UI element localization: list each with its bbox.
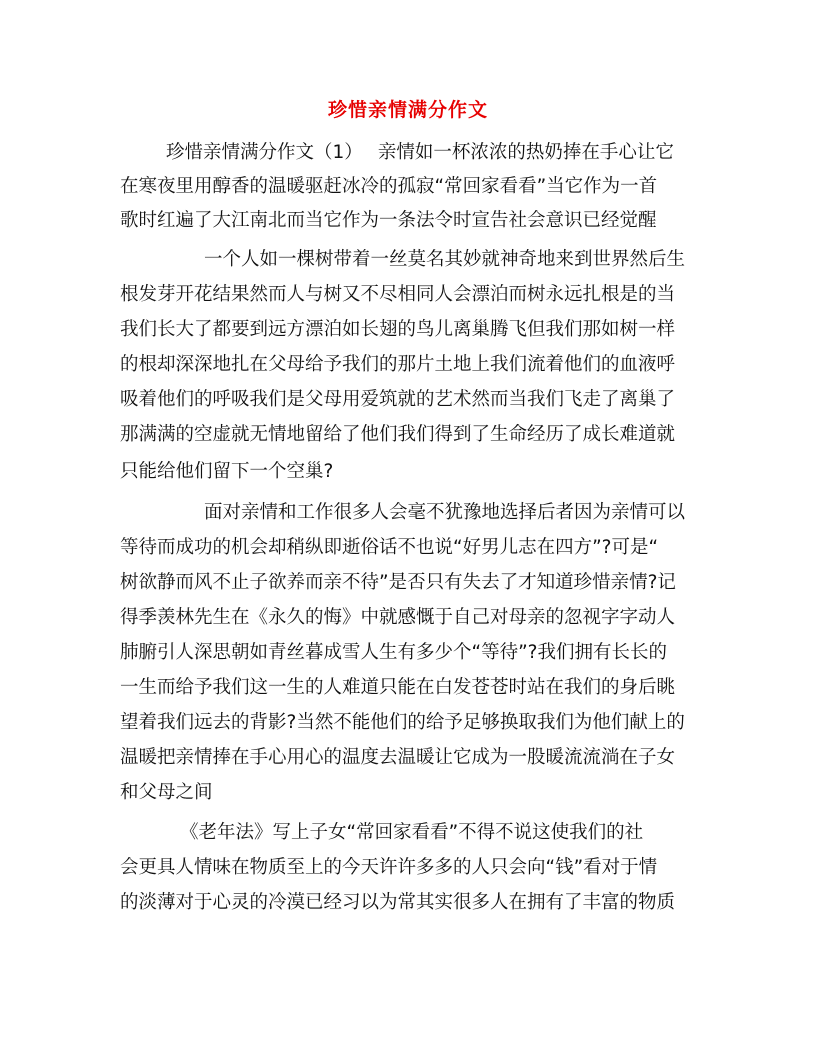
text-line: 歌时红遍了大江南北而当它作为一条法令时宣告社会意识已经觉醒 xyxy=(120,210,657,231)
text-line: 我们长大了都要到远方漂泊如长翅的鸟儿离巢腾飞但我们那如树一样 xyxy=(120,319,676,340)
text-line: 只能给他们留下一个空巢? xyxy=(120,461,334,482)
text-line: 一生而给予我们这一生的人难道只能在白发苍苍时站在我们的身后眺 xyxy=(120,677,676,698)
text-line: 一个人如一棵树带着一丝莫名其妙就神奇地来到世界然后生 xyxy=(204,249,686,270)
text-line: 吸着他们的呼吸我们是父母用爱筑就的艺术然而当我们飞走了离巢了 xyxy=(120,389,676,410)
text-line: 等待而成功的机会却稍纵即逝俗话不也说“好男儿志在四方”?可是“ xyxy=(120,537,659,558)
text-line: 温暖把亲情捧在手心用心的温度去温暖让它成为一股暖流流淌在子女 xyxy=(120,747,676,768)
text-line: 得季羡林先生在《永久的悔》中就感慨于自己对母亲的忽视字字动人 xyxy=(120,607,676,628)
text-line: 《老年法》写上子女“常回家看看”不得不说这使我们的社 xyxy=(180,822,644,843)
document-title: 珍惜亲情满分作文 xyxy=(327,99,488,121)
text-line: 珍惜亲情满分作文（1） 亲情如一杯浓浓的热奶捧在手心让它 xyxy=(166,142,674,163)
text-line: 根发芽开花结果然而人与树又不尽相同人会漂泊而树永远扎根是的当 xyxy=(120,284,676,305)
text-line: 会更具人情味在物质至上的今天许许多多的人只会向“钱”看对于情 xyxy=(120,857,658,878)
text-line: 树欲静而风不止子欲养而亲不待”是否只有失去了才知道珍惜亲情?记 xyxy=(120,572,676,593)
text-line: 望着我们远去的背影?当然不能他们的给予足够换取我们为他们献上的 xyxy=(120,712,685,733)
text-line: 肺腑引人深思朝如青丝暮成雪人生有多少个“等待”?我们拥有长长的 xyxy=(120,642,667,663)
text-line: 那满满的空虚就无情地留给了他们我们得到了生命经历了成长难道就 xyxy=(120,424,676,445)
text-line: 的根却深深地扎在父母给予我们的那片土地上我们流着他们的血液呼 xyxy=(120,354,676,375)
text-line: 面对亲情和工作很多人会毫不犹豫地选择后者因为亲情可以 xyxy=(204,502,686,523)
text-line: 和父母之间 xyxy=(120,782,213,803)
text-line: 的淡薄对于心灵的冷漠已经习以为常其实很多人在拥有了丰富的物质 xyxy=(120,892,676,913)
text-line: 在寒夜里用醇香的温暖驱赶冰冷的孤寂“常回家看看”当它作为一首 xyxy=(120,176,658,197)
